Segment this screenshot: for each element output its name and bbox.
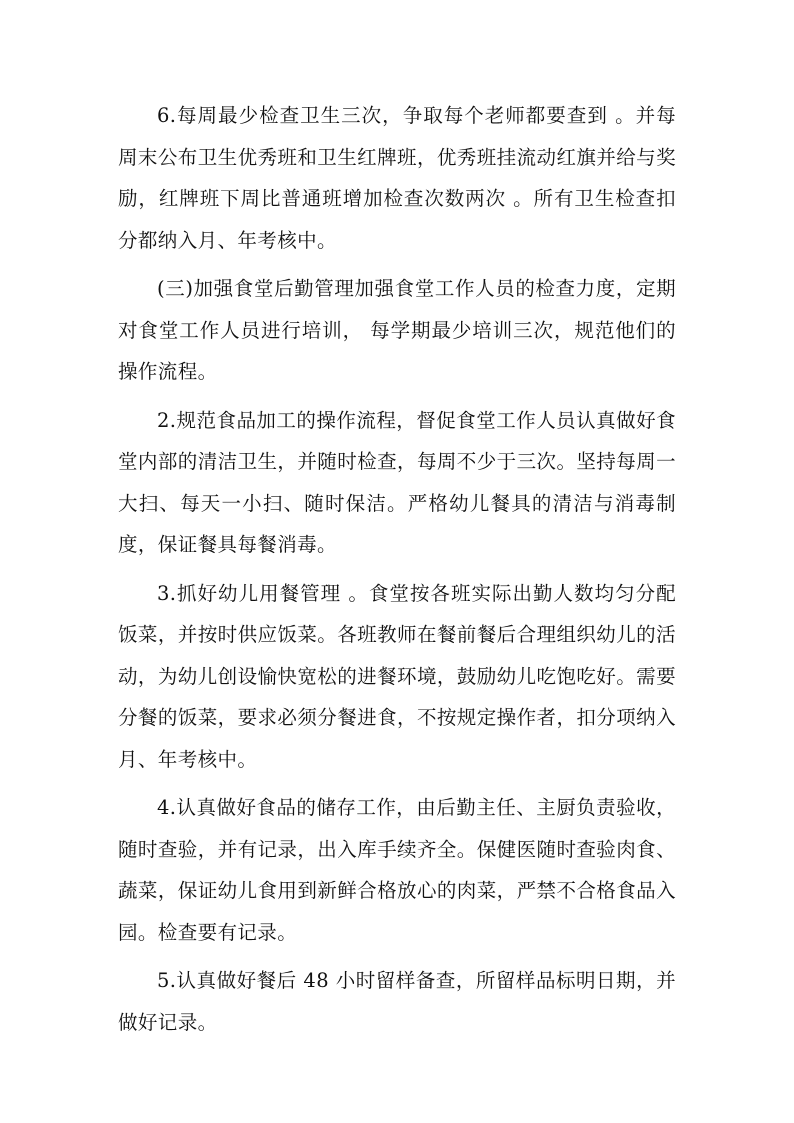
- paragraph-sample-retention: 5.认真做好餐后 48 小时留样备查，所留样品标明日期，并做好记录。: [118, 969, 676, 1034]
- paragraph-food-processing: 2.规范食品加工的操作流程，督促食堂工作人员认真做好食堂内部的清洁卫生，并随时检查，每周不少于三次。坚持每周一大扫、每天一小扫、随时保洁。严格幼儿餐具的清洁与消毒制度，保证餐具每餐消毒。: [118, 408, 676, 556]
- paragraph-hygiene-inspection: 6.每周最少检查卫生三次，争取每个老师都要查到 。并每周末公布卫生优秀班和卫生红牌班，优秀班挂流动红旗并给与奖励，红牌班下周比普通班增加检查次数两次 。所有卫生检查扣分都纳入月、年考核中。: [118, 104, 676, 252]
- document-body: [118, 95, 676, 1050]
- paragraph-canteen-management: (三)加强食堂后勤管理加强食堂工作人员的检查力度，定期对食堂工作人员进行培训， 每学期最少培训三次，规范他们的操作流程。: [118, 277, 676, 383]
- paragraph-meal-management: 3.抓好幼儿用餐管理 。食堂按各班实际出勤人数均匀分配饭菜，并按时供应饭菜。各班教师在餐前餐后合理组织幼儿的活动，为幼儿创设愉快宽松的进餐环境，鼓励幼儿吃饱吃好。需要分餐的饭菜，要求必须分餐进食，不按规定操作者，扣分项纳入月、年考核中。: [118, 581, 676, 771]
- paragraph-food-storage: 4.认真做好食品的储存工作，由后勤主任、主厨负责验收，随时查验，并有记录，出入库手续齐全。保健医随时查验肉食、蔬菜，保证幼儿食用到新鲜合格放心的肉菜，严禁不合格食品入园。检查要有记录。: [118, 796, 676, 944]
